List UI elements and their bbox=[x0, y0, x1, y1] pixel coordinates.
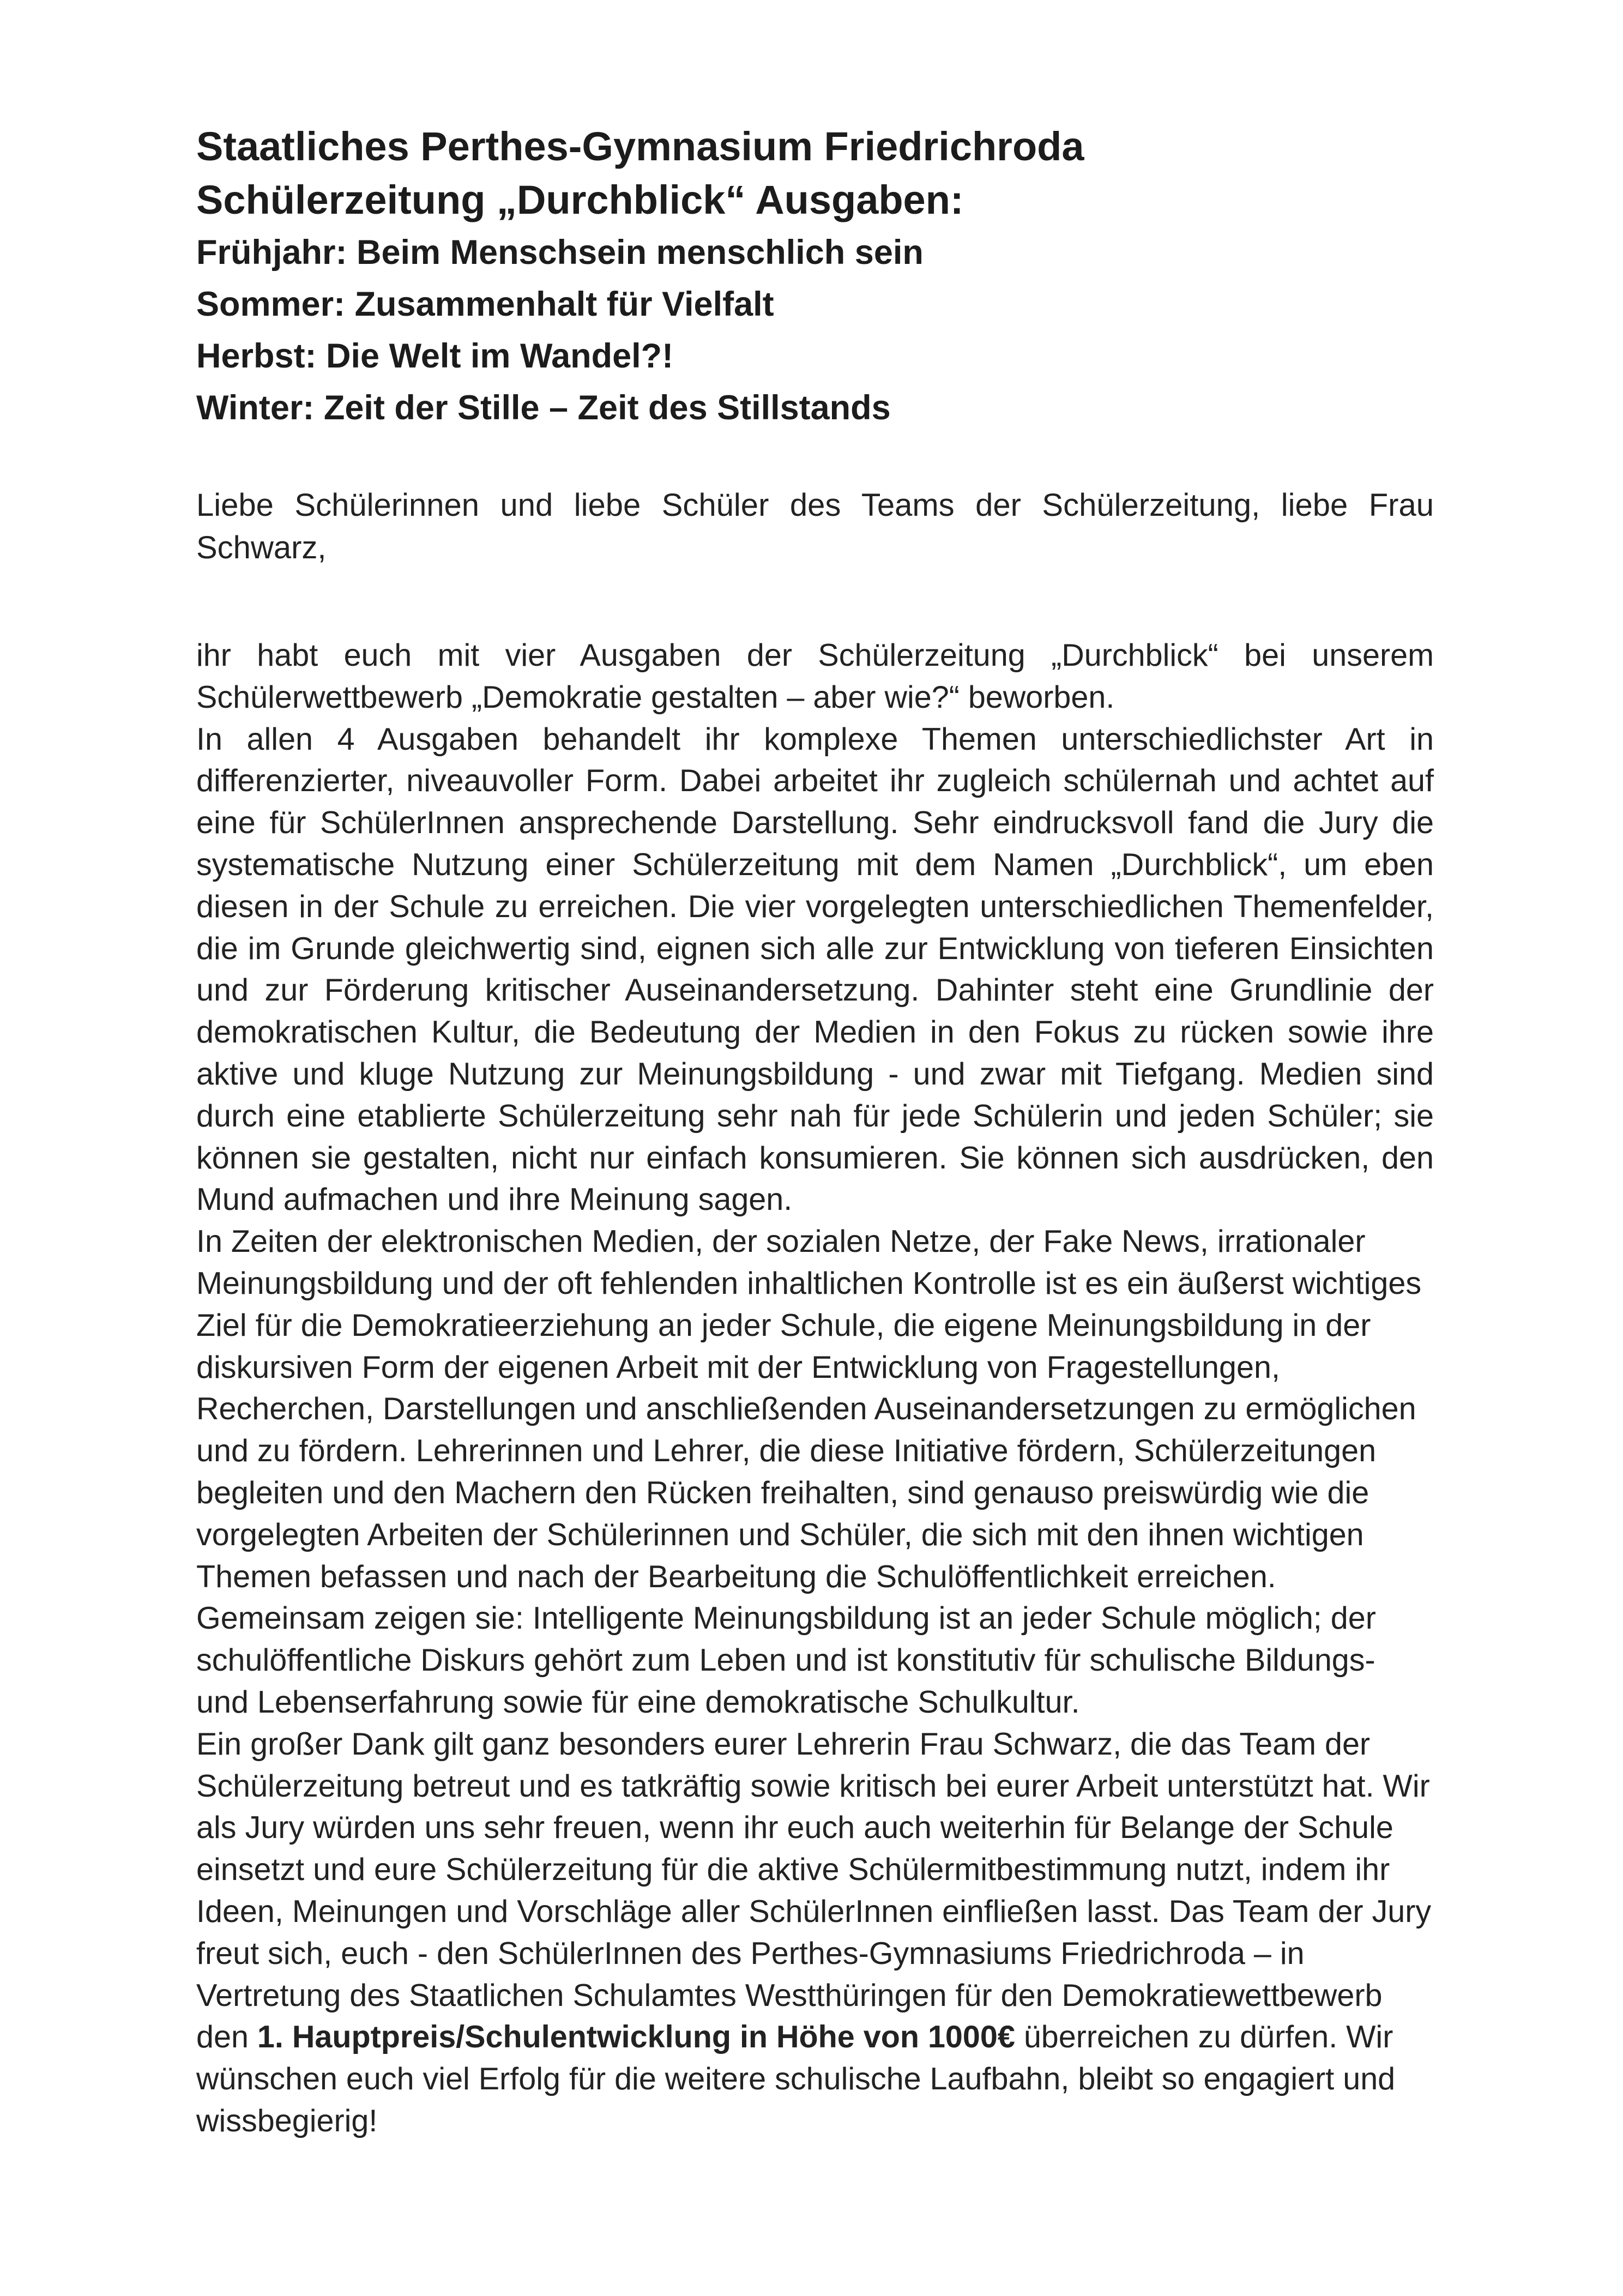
prize-highlight: 1. Hauptpreis/Schulentwicklung in Höhe von 1000€ bbox=[257, 2020, 1015, 2055]
edition-spring: Frühjahr: Beim Menschsein menschlich sein bbox=[196, 233, 924, 272]
letter-body bbox=[196, 635, 1434, 2142]
newspaper-heading: Schülerzeitung „Durchblick“ Ausgaben: bbox=[196, 177, 964, 222]
edition-winter: Winter: Zeit der Stille – Zeit des Stillstands bbox=[196, 389, 891, 427]
letter-content bbox=[196, 120, 1434, 2142]
edition-summer: Sommer: Zusammenhalt für Vielfalt bbox=[196, 285, 774, 323]
award-text-after: überreichen zu dürfen. Wir wünschen euch viel Erfolg für die weitere schulische Laufbahn, bleibt so engagiert und wissbegierig! bbox=[196, 2020, 1396, 2138]
paragraph-evaluation: In allen 4 Ausgaben behandelt ihr komplexe Themen unterschiedlichster Art in differenzierter, niveauvoller Form. Dabei arbeitet ihr zugleich schülernah und achtet auf eine für SchülerInnen ansprechende Darstellung. Sehr eindrucksvoll fand die Jury die systematische Nutzung einer Schülerzeitung mit dem Namen „Durchblick“, um eben diesen in der Schule zu erreichen. Die vier vorgelegten unterschiedlichen Themenfelder, die im Grunde gleichwertig sind, eignen sich alle zur Entwicklung von tieferen Einsichten und zur Förderung kritischer Auseinandersetzung. Dahinter steht eine Grundlinie der demokratischen Kultur, die Bedeutung der Medien in den Fokus zu rücken sowie ihre aktive und kluge Nutzung zur Meinungsbildung - und zwar mit Tiefgang. Medien sind durch eine etablierte Schülerzeitung sehr nah für jede Schülerin und jeden Schüler; sie können sie gestalten, nicht nur einfach konsumieren. Sie können sich ausdrücken, den Mund aufmachen und ihre Meinung sagen. bbox=[196, 721, 1434, 1218]
salutation: Liebe Schülerinnen und liebe Schüler des Teams der Schülerzeitung, liebe Frau Schwarz, bbox=[196, 487, 1434, 565]
paragraph-democracy-education: In Zeiten der elektronischen Medien, der sozialen Netze, der Fake News, irrationaler Meinungsbildung und der oft fehlenden inhaltlichen Kontrolle ist es ein äußerst wichtiges Ziel für die Demokratieerziehung an jeder Schule, die eigene Meinungsbildung in der diskursiven Form der eigenen Arbeit mit der Entwicklung von Fragestellungen, Recherchen, Darstellungen und anschließenden Auseinandersetzungen zu ermöglichen und zu fördern. Lehrerinnen und Lehrer, die diese Initiative fördern, Schülerzeitungen begleiten und den Machern den Rücken freihalten, sind genauso preiswürdig wie die vorgelegten Arbeiten der Schülerinnen und Schüler, die sich mit den ihnen wichtigen Themen befassen und nach der Bearbeitung die Schulöffentlichkeit erreichen. Gemeinsam zeigen sie: Intelligente Meinungsbildung ist an jeder Schule möglich; der schulöffentliche Diskurs gehört zum Leben und ist konstitutiv für schulische Bildungs- und Lebenserfahrung sowie für eine demokratische Schulkultur. bbox=[196, 1224, 1422, 1720]
school-name-heading: Staatliches Perthes-Gymnasium Friedrichroda bbox=[196, 124, 1084, 169]
paragraph-thanks-award bbox=[196, 1723, 1434, 2142]
award-text-before: Ein großer Dank gilt ganz besonders eurer Lehrerin Frau Schwarz, die das Team der Schülerzeitung betreut und es tatkräftig sowie kritisch bei eurer Arbeit unterstützt hat. Wir als Jury würden uns sehr freuen, wenn ihr euch auch weiterhin für Belange der Schule einsetzt und eure Schülerzeitung für die aktive Schülermitbestimmung nutzt, indem ihr Ideen, Meinungen und Vorschläge aller SchülerInnen einfließen lasst. Das Team der Jury freut sich, euch - den SchülerInnen des Perthes-Gymnasiums Friedrichroda – in Vertretung des Staatlichen Schulamtes Westthüringen für den Demokratiewettbewerb den bbox=[196, 1726, 1432, 2055]
letter-header bbox=[196, 120, 1434, 434]
edition-autumn: Herbst: Die Welt im Wandel?! bbox=[196, 337, 674, 375]
paragraph-application: ihr habt euch mit vier Ausgaben der Schülerzeitung „Durchblick“ bei unserem Schülerwettbewerb „Demokratie gestalten – aber wie?“ beworben. bbox=[196, 638, 1434, 715]
